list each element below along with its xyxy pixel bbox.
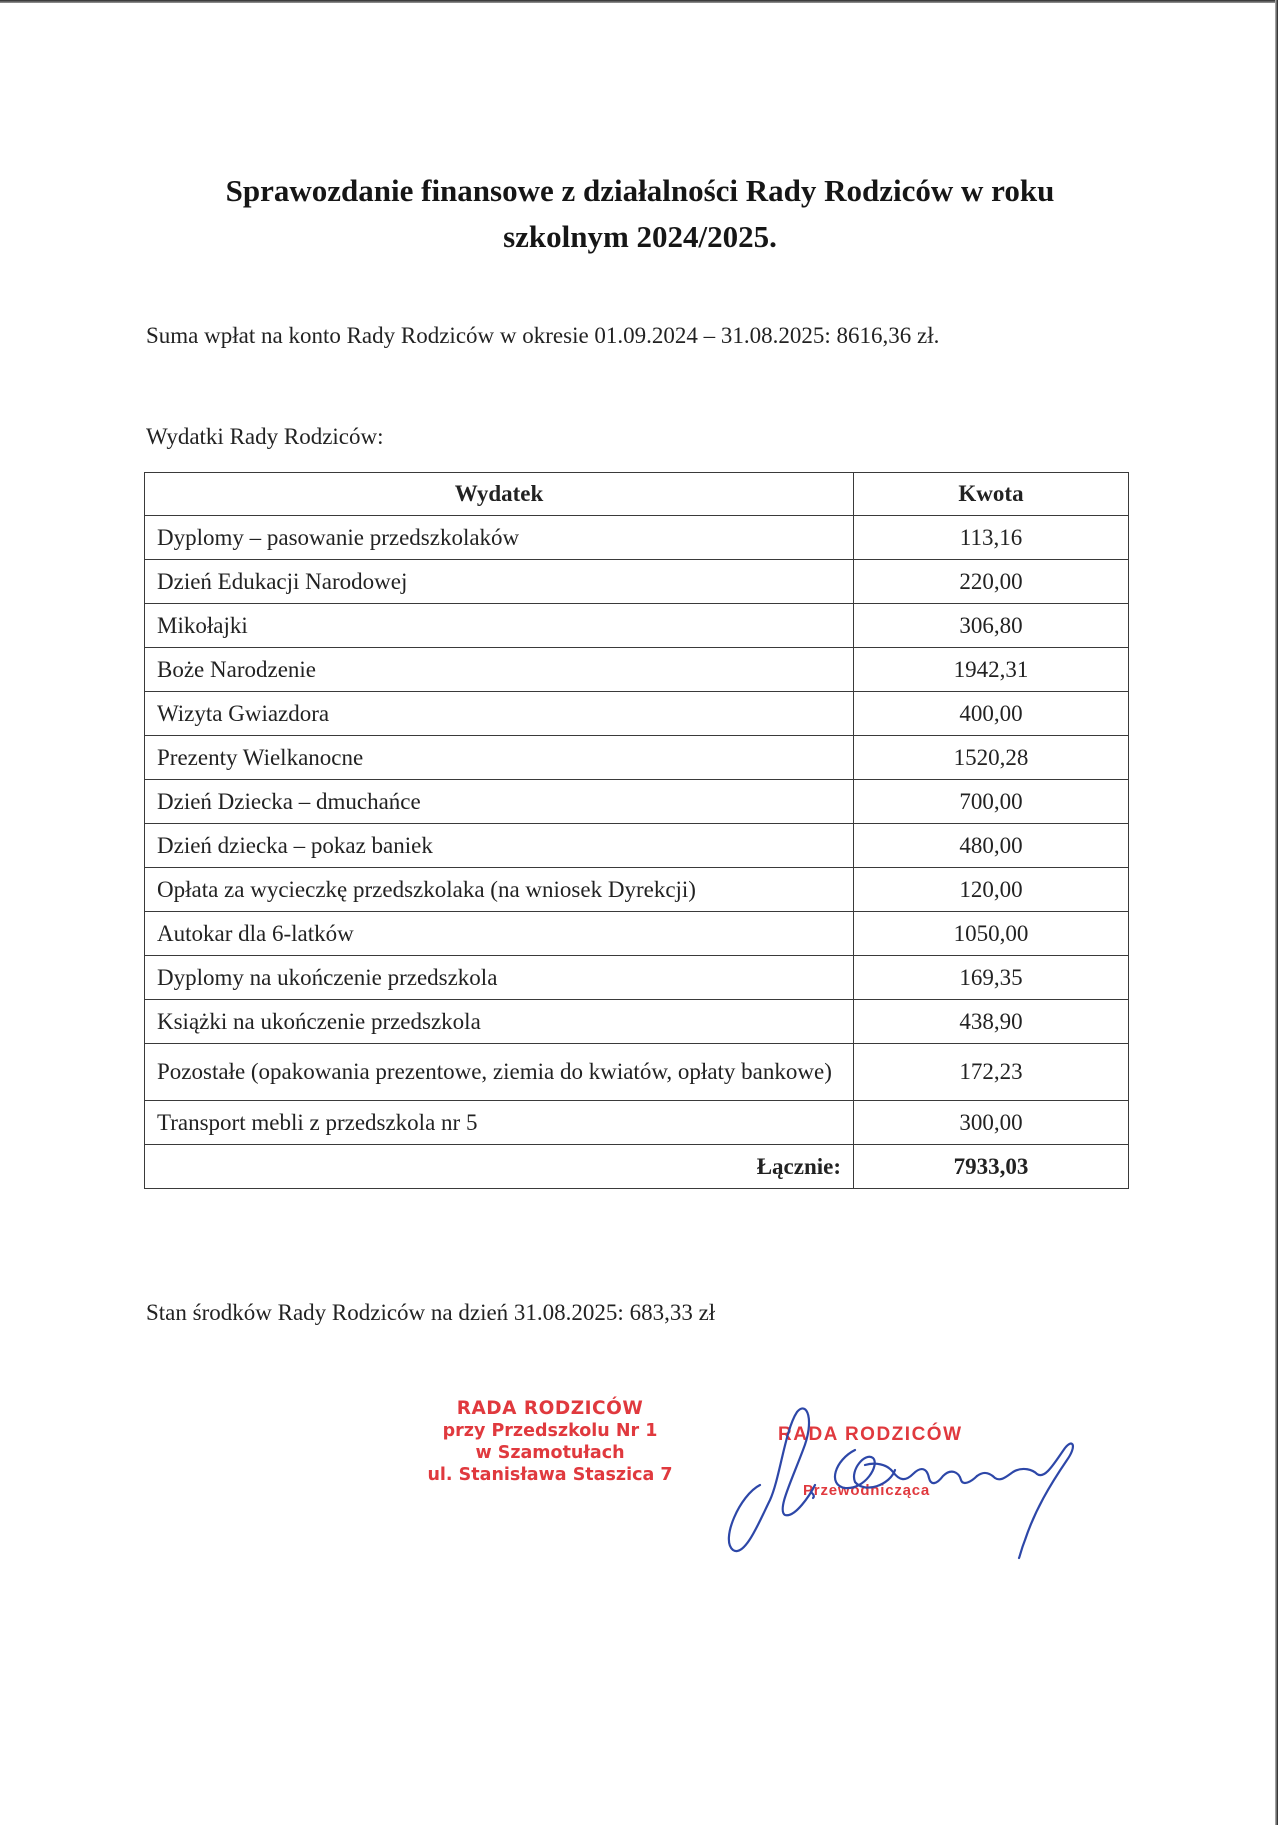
row-amount: 300,00 [854, 1101, 1129, 1145]
row-amount: 220,00 [854, 560, 1129, 604]
table-row [145, 780, 1129, 824]
row-item: Książki na ukończenie przedszkola [145, 1000, 854, 1044]
signature-stamp-role: Przewodnicząca [803, 1482, 931, 1499]
stamp-line-1: RADA RODZICÓW [456, 1398, 644, 1419]
table-row [145, 1000, 1129, 1044]
title-line-1: Sprawozdanie finansowe z działalności Rady Rodziców w roku [225, 173, 1055, 208]
table-row [145, 824, 1129, 868]
table-row [145, 736, 1129, 780]
row-item: Transport mebli z przedszkola nr 5 [145, 1101, 854, 1145]
row-amount: 400,00 [854, 692, 1129, 736]
row-item: Opłata za wycieczkę przedszkolaka (na wniosek Dyrekcji) [145, 868, 854, 912]
row-amount: 169,35 [854, 956, 1129, 1000]
scan-edge-top [0, 0, 1278, 3]
table-total-row [145, 1145, 1129, 1189]
header-amount: Kwota [854, 473, 1129, 516]
signature-stroke [865, 1464, 977, 1483]
table-row [145, 516, 1129, 560]
row-amount: 306,80 [854, 604, 1129, 648]
table-row [145, 604, 1129, 648]
signature-stroke [977, 1444, 1073, 1558]
row-amount: 1050,00 [854, 912, 1129, 956]
row-item: Dyplomy – pasowanie przedszkolaków [145, 516, 854, 560]
table-row [145, 1044, 1129, 1101]
stamp-line-4: ul. Stanisława Staszica 7 [427, 1465, 673, 1485]
signature-stamp-org: RADA RODZICÓW [778, 1424, 963, 1445]
table-row [145, 560, 1129, 604]
signature-stroke [729, 1408, 815, 1551]
row-amount: 172,23 [854, 1044, 1129, 1101]
row-item: Autokar dla 6-latków [145, 912, 854, 956]
expenses-label: Wydatki Rady Rodziców: [146, 424, 384, 449]
row-item: Boże Narodzenie [145, 648, 854, 692]
document-title [150, 168, 1130, 260]
row-amount: 1942,31 [854, 648, 1129, 692]
row-amount: 120,00 [854, 868, 1129, 912]
row-amount: 700,00 [854, 780, 1129, 824]
row-item: Dzień Dziecka – dmuchańce [145, 780, 854, 824]
table-row [145, 692, 1129, 736]
income-summary: Suma wpłat na konto Rady Rodziców w okresie 01.09.2024 – 31.08.2025: 8616,36 zł. [146, 323, 940, 348]
table-row [145, 868, 1129, 912]
row-amount: 438,90 [854, 1000, 1129, 1044]
row-item: Wizyta Gwiazdora [145, 692, 854, 736]
stamp-line-2: przy Przedszkolu Nr 1 [442, 1421, 658, 1441]
table-row [145, 648, 1129, 692]
table-header-row [145, 473, 1129, 516]
row-item: Mikołajki [145, 604, 854, 648]
row-amount: 113,16 [854, 516, 1129, 560]
total-amount: 7933,03 [854, 1145, 1129, 1189]
row-amount: 1520,28 [854, 736, 1129, 780]
header-item: Wydatek [145, 473, 854, 516]
table-row [145, 956, 1129, 1000]
row-item: Dyplomy na ukończenie przedszkola [145, 956, 854, 1000]
balance-statement: Stan środków Rady Rodziców na dzień 31.08.2025: 683,33 zł [146, 1300, 716, 1325]
row-item: Dzień Edukacji Narodowej [145, 560, 854, 604]
total-label: Łącznie: [145, 1145, 854, 1189]
row-item: Prezenty Wielkanocne [145, 736, 854, 780]
organization-stamp [400, 1398, 700, 1486]
table-row [145, 1101, 1129, 1145]
row-item: Pozostałe (opakowania prezentowe, ziemia do kwiatów, opłaty bankowe) [145, 1044, 854, 1101]
row-amount: 480,00 [854, 824, 1129, 868]
row-item: Dzień dziecka – pokaz baniek [145, 824, 854, 868]
stamp-line-3: w Szamotułach [475, 1443, 625, 1463]
table-row [145, 912, 1129, 956]
handwritten-signature [715, 1390, 1085, 1560]
title-line-2: szkolnym 2024/2025. [503, 219, 777, 254]
signature-stroke [811, 1492, 814, 1498]
signature-stroke [835, 1450, 895, 1488]
expenses-table [144, 472, 1129, 1189]
